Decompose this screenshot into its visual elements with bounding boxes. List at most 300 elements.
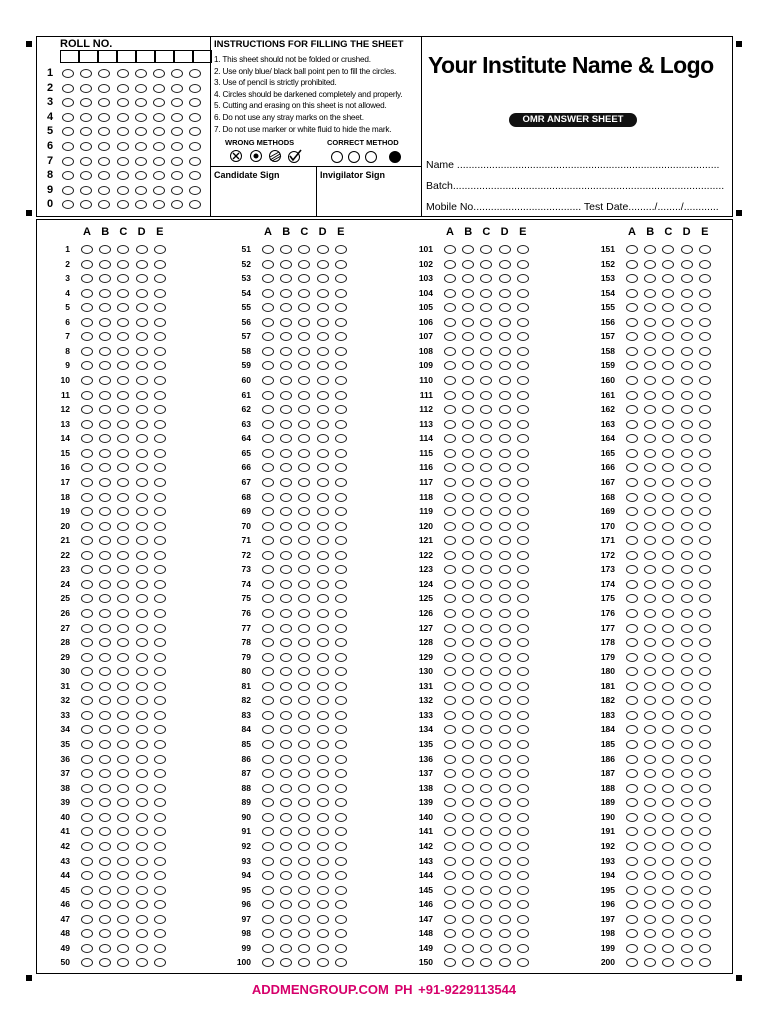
answer-bubble[interactable] (499, 405, 511, 414)
roll-bubble[interactable] (62, 84, 74, 93)
answer-bubble[interactable] (117, 653, 129, 662)
answer-bubble[interactable] (517, 376, 529, 385)
answer-bubble[interactable] (317, 274, 329, 283)
answer-bubble[interactable] (681, 944, 693, 953)
answer-bubble[interactable] (699, 711, 711, 720)
answer-bubble[interactable] (444, 420, 456, 429)
answer-bubble[interactable] (699, 813, 711, 822)
answer-bubble[interactable] (136, 478, 148, 487)
answer-bubble[interactable] (662, 857, 674, 866)
answer-bubble[interactable] (335, 609, 347, 618)
answer-bubble[interactable] (462, 886, 474, 895)
answer-bubble[interactable] (99, 449, 111, 458)
answer-bubble[interactable] (517, 711, 529, 720)
answer-bubble[interactable] (499, 667, 511, 676)
answer-bubble[interactable] (499, 420, 511, 429)
answer-bubble[interactable] (335, 813, 347, 822)
answer-bubble[interactable] (99, 682, 111, 691)
answer-bubble[interactable] (280, 755, 292, 764)
answer-bubble[interactable] (626, 813, 638, 822)
answer-bubble[interactable] (480, 391, 492, 400)
answer-bubble[interactable] (662, 886, 674, 895)
answer-bubble[interactable] (81, 347, 93, 356)
answer-bubble[interactable] (681, 318, 693, 327)
answer-bubble[interactable] (517, 609, 529, 618)
answer-bubble[interactable] (517, 522, 529, 531)
roll-bubble[interactable] (62, 69, 74, 78)
answer-bubble[interactable] (517, 653, 529, 662)
answer-bubble[interactable] (317, 536, 329, 545)
answer-bubble[interactable] (444, 245, 456, 254)
answer-bubble[interactable] (280, 551, 292, 560)
answer-bubble[interactable] (499, 493, 511, 502)
answer-bubble[interactable] (626, 842, 638, 851)
answer-bubble[interactable] (462, 449, 474, 458)
answer-bubble[interactable] (444, 609, 456, 618)
answer-bubble[interactable] (262, 755, 274, 764)
answer-bubble[interactable] (317, 376, 329, 385)
answer-bubble[interactable] (699, 420, 711, 429)
answer-bubble[interactable] (499, 245, 511, 254)
answer-bubble[interactable] (681, 245, 693, 254)
answer-bubble[interactable] (699, 507, 711, 516)
answer-bubble[interactable] (298, 653, 310, 662)
roll-bubble[interactable] (117, 186, 129, 195)
answer-bubble[interactable] (462, 755, 474, 764)
answer-bubble[interactable] (335, 653, 347, 662)
roll-bubble[interactable] (135, 84, 147, 93)
answer-bubble[interactable] (626, 376, 638, 385)
answer-bubble[interactable] (499, 813, 511, 822)
answer-bubble[interactable] (499, 507, 511, 516)
answer-bubble[interactable] (154, 944, 166, 953)
answer-bubble[interactable] (699, 274, 711, 283)
answer-bubble[interactable] (681, 493, 693, 502)
answer-bubble[interactable] (99, 944, 111, 953)
answer-bubble[interactable] (317, 478, 329, 487)
answer-bubble[interactable] (99, 813, 111, 822)
answer-bubble[interactable] (444, 478, 456, 487)
answer-bubble[interactable] (499, 609, 511, 618)
answer-bubble[interactable] (699, 449, 711, 458)
answer-bubble[interactable] (644, 493, 656, 502)
answer-bubble[interactable] (681, 667, 693, 676)
answer-bubble[interactable] (262, 376, 274, 385)
answer-bubble[interactable] (444, 376, 456, 385)
answer-bubble[interactable] (444, 784, 456, 793)
answer-bubble[interactable] (444, 493, 456, 502)
answer-bubble[interactable] (517, 478, 529, 487)
answer-bubble[interactable] (480, 551, 492, 560)
answer-bubble[interactable] (644, 449, 656, 458)
answer-bubble[interactable] (262, 420, 274, 429)
answer-bubble[interactable] (117, 624, 129, 633)
answer-bubble[interactable] (154, 653, 166, 662)
answer-bubble[interactable] (81, 755, 93, 764)
answer-bubble[interactable] (335, 900, 347, 909)
answer-bubble[interactable] (136, 624, 148, 633)
answer-bubble[interactable] (462, 915, 474, 924)
answer-bubble[interactable] (626, 580, 638, 589)
answer-bubble[interactable] (154, 813, 166, 822)
answer-bubble[interactable] (626, 886, 638, 895)
answer-bubble[interactable] (136, 915, 148, 924)
answer-bubble[interactable] (154, 507, 166, 516)
answer-bubble[interactable] (462, 493, 474, 502)
answer-bubble[interactable] (644, 784, 656, 793)
answer-bubble[interactable] (335, 478, 347, 487)
answer-bubble[interactable] (136, 929, 148, 938)
answer-bubble[interactable] (136, 303, 148, 312)
answer-bubble[interactable] (136, 740, 148, 749)
answer-bubble[interactable] (335, 551, 347, 560)
answer-bubble[interactable] (444, 580, 456, 589)
answer-bubble[interactable] (317, 580, 329, 589)
answer-bubble[interactable] (644, 289, 656, 298)
answer-bubble[interactable] (262, 857, 274, 866)
answer-bubble[interactable] (499, 857, 511, 866)
answer-bubble[interactable] (499, 522, 511, 531)
answer-bubble[interactable] (335, 522, 347, 531)
answer-bubble[interactable] (699, 493, 711, 502)
answer-bubble[interactable] (298, 915, 310, 924)
answer-bubble[interactable] (626, 551, 638, 560)
answer-bubble[interactable] (317, 711, 329, 720)
answer-bubble[interactable] (644, 857, 656, 866)
answer-bubble[interactable] (317, 449, 329, 458)
answer-bubble[interactable] (499, 565, 511, 574)
answer-bubble[interactable] (626, 347, 638, 356)
roll-bubble[interactable] (171, 84, 183, 93)
answer-bubble[interactable] (262, 653, 274, 662)
roll-bubble[interactable] (189, 84, 201, 93)
answer-bubble[interactable] (681, 478, 693, 487)
answer-bubble[interactable] (136, 289, 148, 298)
answer-bubble[interactable] (462, 784, 474, 793)
answer-bubble[interactable] (317, 667, 329, 676)
answer-bubble[interactable] (517, 449, 529, 458)
answer-bubble[interactable] (444, 507, 456, 516)
answer-bubble[interactable] (626, 522, 638, 531)
answer-bubble[interactable] (298, 522, 310, 531)
answer-bubble[interactable] (681, 609, 693, 618)
answer-bubble[interactable] (444, 260, 456, 269)
answer-bubble[interactable] (626, 682, 638, 691)
answer-bubble[interactable] (444, 682, 456, 691)
answer-bubble[interactable] (81, 245, 93, 254)
answer-bubble[interactable] (626, 449, 638, 458)
answer-bubble[interactable] (280, 260, 292, 269)
answer-bubble[interactable] (117, 886, 129, 895)
answer-bubble[interactable] (517, 638, 529, 647)
roll-digit-box[interactable] (155, 50, 174, 63)
answer-bubble[interactable] (154, 886, 166, 895)
answer-bubble[interactable] (136, 260, 148, 269)
answer-bubble[interactable] (499, 274, 511, 283)
answer-bubble[interactable] (517, 493, 529, 502)
answer-bubble[interactable] (335, 755, 347, 764)
roll-bubble[interactable] (171, 157, 183, 166)
roll-bubble[interactable] (62, 157, 74, 166)
answer-bubble[interactable] (499, 769, 511, 778)
answer-bubble[interactable] (136, 493, 148, 502)
answer-bubble[interactable] (644, 915, 656, 924)
answer-bubble[interactable] (99, 624, 111, 633)
answer-bubble[interactable] (499, 318, 511, 327)
answer-bubble[interactable] (517, 784, 529, 793)
answer-bubble[interactable] (444, 551, 456, 560)
answer-bubble[interactable] (154, 289, 166, 298)
answer-bubble[interactable] (317, 260, 329, 269)
answer-bubble[interactable] (136, 653, 148, 662)
answer-bubble[interactable] (644, 886, 656, 895)
answer-bubble[interactable] (626, 755, 638, 764)
answer-bubble[interactable] (280, 784, 292, 793)
answer-bubble[interactable] (335, 318, 347, 327)
answer-bubble[interactable] (699, 551, 711, 560)
answer-bubble[interactable] (626, 944, 638, 953)
answer-bubble[interactable] (136, 536, 148, 545)
roll-bubble[interactable] (171, 186, 183, 195)
roll-digit-box[interactable] (136, 50, 155, 63)
answer-bubble[interactable] (81, 886, 93, 895)
answer-bubble[interactable] (699, 871, 711, 880)
answer-bubble[interactable] (499, 871, 511, 880)
answer-bubble[interactable] (681, 638, 693, 647)
answer-bubble[interactable] (280, 493, 292, 502)
answer-bubble[interactable] (262, 289, 274, 298)
answer-bubble[interactable] (644, 580, 656, 589)
answer-bubble[interactable] (280, 289, 292, 298)
answer-bubble[interactable] (644, 624, 656, 633)
answer-bubble[interactable] (444, 871, 456, 880)
answer-bubble[interactable] (317, 420, 329, 429)
answer-bubble[interactable] (262, 915, 274, 924)
answer-bubble[interactable] (99, 755, 111, 764)
answer-bubble[interactable] (136, 318, 148, 327)
answer-bubble[interactable] (154, 609, 166, 618)
answer-bubble[interactable] (317, 915, 329, 924)
answer-bubble[interactable] (154, 755, 166, 764)
answer-bubble[interactable] (499, 347, 511, 356)
answer-bubble[interactable] (81, 609, 93, 618)
answer-bubble[interactable] (699, 755, 711, 764)
answer-bubble[interactable] (81, 842, 93, 851)
answer-bubble[interactable] (317, 900, 329, 909)
answer-bubble[interactable] (317, 405, 329, 414)
answer-bubble[interactable] (335, 536, 347, 545)
answer-bubble[interactable] (517, 391, 529, 400)
answer-bubble[interactable] (81, 784, 93, 793)
answer-bubble[interactable] (335, 740, 347, 749)
answer-bubble[interactable] (444, 755, 456, 764)
name-field[interactable]: Name .......................................................................................... (426, 159, 720, 171)
answer-bubble[interactable] (626, 711, 638, 720)
answer-bubble[interactable] (444, 886, 456, 895)
answer-bubble[interactable] (154, 638, 166, 647)
answer-bubble[interactable] (462, 944, 474, 953)
answer-bubble[interactable] (681, 449, 693, 458)
answer-bubble[interactable] (626, 289, 638, 298)
answer-bubble[interactable] (262, 522, 274, 531)
answer-bubble[interactable] (681, 522, 693, 531)
answer-bubble[interactable] (335, 507, 347, 516)
answer-bubble[interactable] (662, 551, 674, 560)
answer-bubble[interactable] (317, 929, 329, 938)
answer-bubble[interactable] (480, 624, 492, 633)
answer-bubble[interactable] (699, 347, 711, 356)
answer-bubble[interactable] (517, 507, 529, 516)
answer-bubble[interactable] (262, 245, 274, 254)
answer-bubble[interactable] (699, 260, 711, 269)
roll-bubble[interactable] (153, 157, 165, 166)
answer-bubble[interactable] (644, 944, 656, 953)
answer-bubble[interactable] (681, 391, 693, 400)
answer-bubble[interactable] (280, 391, 292, 400)
answer-bubble[interactable] (298, 289, 310, 298)
answer-bubble[interactable] (262, 624, 274, 633)
answer-bubble[interactable] (335, 245, 347, 254)
answer-bubble[interactable] (517, 769, 529, 778)
answer-bubble[interactable] (517, 871, 529, 880)
answer-bubble[interactable] (517, 915, 529, 924)
answer-bubble[interactable] (117, 391, 129, 400)
answer-bubble[interactable] (262, 784, 274, 793)
answer-bubble[interactable] (117, 260, 129, 269)
answer-bubble[interactable] (444, 522, 456, 531)
answer-bubble[interactable] (280, 624, 292, 633)
answer-bubble[interactable] (154, 391, 166, 400)
answer-bubble[interactable] (136, 900, 148, 909)
answer-bubble[interactable] (699, 944, 711, 953)
answer-bubble[interactable] (499, 449, 511, 458)
answer-bubble[interactable] (681, 900, 693, 909)
roll-bubble[interactable] (153, 84, 165, 93)
answer-bubble[interactable] (626, 784, 638, 793)
answer-bubble[interactable] (681, 769, 693, 778)
answer-bubble[interactable] (280, 420, 292, 429)
roll-bubble[interactable] (135, 113, 147, 122)
answer-bubble[interactable] (499, 391, 511, 400)
answer-bubble[interactable] (99, 260, 111, 269)
answer-bubble[interactable] (298, 551, 310, 560)
answer-bubble[interactable] (462, 711, 474, 720)
answer-bubble[interactable] (136, 638, 148, 647)
answer-bubble[interactable] (280, 857, 292, 866)
answer-bubble[interactable] (136, 245, 148, 254)
answer-bubble[interactable] (136, 507, 148, 516)
answer-bubble[interactable] (662, 784, 674, 793)
answer-bubble[interactable] (626, 740, 638, 749)
answer-bubble[interactable] (81, 376, 93, 385)
answer-bubble[interactable] (681, 551, 693, 560)
answer-bubble[interactable] (335, 289, 347, 298)
mobile-date-field[interactable]: Mobile No..................................... Test Date........./......../............ (426, 201, 719, 213)
answer-bubble[interactable] (335, 449, 347, 458)
answer-bubble[interactable] (626, 624, 638, 633)
answer-bubble[interactable] (462, 682, 474, 691)
answer-bubble[interactable] (262, 478, 274, 487)
answer-bubble[interactable] (699, 900, 711, 909)
answer-bubble[interactable] (626, 260, 638, 269)
answer-bubble[interactable] (681, 376, 693, 385)
roll-bubble[interactable] (135, 186, 147, 195)
roll-digit-box[interactable] (193, 50, 212, 63)
answer-bubble[interactable] (480, 289, 492, 298)
answer-bubble[interactable] (462, 813, 474, 822)
answer-bubble[interactable] (699, 740, 711, 749)
answer-bubble[interactable] (644, 653, 656, 662)
answer-bubble[interactable] (81, 711, 93, 720)
roll-bubble[interactable] (117, 69, 129, 78)
answer-bubble[interactable] (262, 944, 274, 953)
answer-bubble[interactable] (699, 624, 711, 633)
answer-bubble[interactable] (117, 784, 129, 793)
answer-bubble[interactable] (136, 449, 148, 458)
answer-bubble[interactable] (699, 886, 711, 895)
roll-digit-box[interactable] (174, 50, 193, 63)
answer-bubble[interactable] (480, 653, 492, 662)
answer-bubble[interactable] (317, 813, 329, 822)
answer-bubble[interactable] (699, 769, 711, 778)
answer-bubble[interactable] (681, 420, 693, 429)
answer-bubble[interactable] (644, 391, 656, 400)
answer-bubble[interactable] (154, 857, 166, 866)
answer-bubble[interactable] (699, 609, 711, 618)
answer-bubble[interactable] (81, 813, 93, 822)
answer-bubble[interactable] (262, 711, 274, 720)
answer-bubble[interactable] (699, 245, 711, 254)
answer-bubble[interactable] (644, 682, 656, 691)
answer-bubble[interactable] (644, 347, 656, 356)
answer-bubble[interactable] (154, 682, 166, 691)
answer-bubble[interactable] (317, 740, 329, 749)
answer-bubble[interactable] (462, 391, 474, 400)
answer-bubble[interactable] (99, 580, 111, 589)
answer-bubble[interactable] (681, 405, 693, 414)
roll-bubble[interactable] (80, 157, 92, 166)
answer-bubble[interactable] (662, 420, 674, 429)
answer-bubble[interactable] (662, 493, 674, 502)
answer-bubble[interactable] (317, 798, 329, 807)
answer-bubble[interactable] (136, 682, 148, 691)
answer-bubble[interactable] (335, 915, 347, 924)
roll-bubble[interactable] (153, 186, 165, 195)
answer-bubble[interactable] (280, 318, 292, 327)
answer-bubble[interactable] (681, 886, 693, 895)
answer-bubble[interactable] (699, 653, 711, 662)
answer-bubble[interactable] (262, 682, 274, 691)
answer-bubble[interactable] (462, 289, 474, 298)
answer-bubble[interactable] (262, 318, 274, 327)
answer-bubble[interactable] (335, 274, 347, 283)
answer-bubble[interactable] (81, 478, 93, 487)
answer-bubble[interactable] (681, 915, 693, 924)
answer-bubble[interactable] (136, 667, 148, 676)
answer-bubble[interactable] (335, 405, 347, 414)
answer-bubble[interactable] (99, 653, 111, 662)
answer-bubble[interactable] (699, 842, 711, 851)
answer-bubble[interactable] (517, 289, 529, 298)
answer-bubble[interactable] (662, 915, 674, 924)
answer-bubble[interactable] (154, 784, 166, 793)
answer-bubble[interactable] (335, 624, 347, 633)
answer-bubble[interactable] (154, 347, 166, 356)
answer-bubble[interactable] (154, 405, 166, 414)
answer-bubble[interactable] (99, 347, 111, 356)
answer-bubble[interactable] (626, 318, 638, 327)
answer-bubble[interactable] (117, 289, 129, 298)
